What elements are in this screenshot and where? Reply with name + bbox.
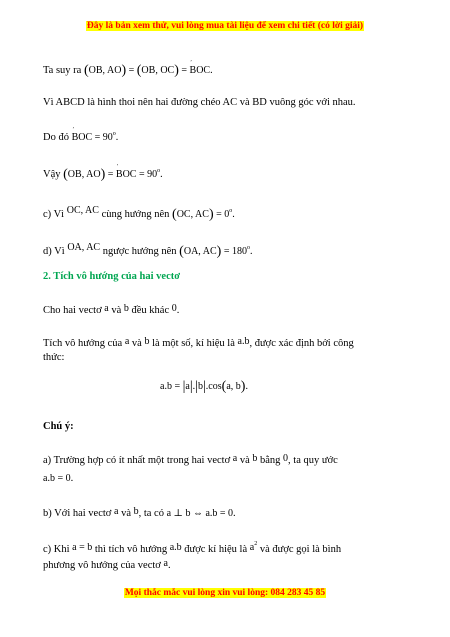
vector-b: b bbox=[252, 453, 258, 464]
vector-a: a bbox=[249, 542, 255, 553]
vector-b: b bbox=[123, 303, 129, 314]
line-ta-suy-ra bbox=[43, 64, 415, 77]
math-term: OC, AC bbox=[66, 205, 99, 216]
note-title: Chú ý: bbox=[43, 421, 74, 432]
text: và bbox=[131, 338, 142, 349]
angle-term: ′ BOC bbox=[116, 168, 137, 181]
angle-expression: ′ BOC = $90^o$. bbox=[72, 132, 119, 143]
text: c) Vì bbox=[43, 209, 65, 220]
math-term: 90 bbox=[147, 169, 158, 180]
angle-term: ′ BOC bbox=[72, 131, 93, 144]
line-note-a-2: a.b = 0. bbox=[43, 473, 74, 484]
line-do-do bbox=[43, 128, 415, 144]
math-term: OA, AC bbox=[67, 242, 101, 253]
line-thuc bbox=[43, 351, 415, 364]
line-note-a bbox=[43, 452, 415, 467]
line-vay bbox=[43, 165, 415, 181]
vector-b: b bbox=[197, 381, 203, 392]
math-term: OB, AO bbox=[88, 65, 122, 76]
squared-vector: $a^2$ bbox=[249, 541, 258, 553]
math-term: a, b bbox=[226, 381, 241, 392]
preview-notice-text: Đây là bản xem thử, vui lòng mua tài liệu để xem chi tiết (có lời giải) bbox=[86, 21, 364, 31]
dot-product: a.b bbox=[169, 542, 182, 553]
math-term: OC, AC bbox=[176, 209, 209, 220]
vector-b: b bbox=[144, 336, 150, 347]
text: Vậy bbox=[43, 169, 61, 180]
dot-product-formula: a.b = |a|.|b|.cos(a, b). bbox=[160, 379, 248, 394]
line-d bbox=[43, 241, 415, 258]
text: Tích vô hướng của bbox=[43, 338, 123, 349]
vector-a: a bbox=[163, 558, 168, 569]
text: thì tích vô hướng bbox=[94, 544, 168, 555]
text: Ta suy ra bbox=[43, 65, 82, 76]
text: được kí hiệu là bbox=[184, 544, 248, 555]
text: ngược hướng nên bbox=[102, 246, 177, 257]
vector-a: a bbox=[104, 303, 109, 314]
text: , được xác định bởi công bbox=[249, 338, 354, 349]
math-term: a.b = 0 bbox=[43, 473, 71, 484]
dot-product: a.b bbox=[237, 336, 250, 347]
line-note-b: b) Với hai vectơ a và b, ta có a ⊥ b ⇔ a.b = 0. bbox=[43, 506, 236, 519]
text: b) Với hai vectơ bbox=[43, 508, 112, 519]
math-term: a = b bbox=[72, 542, 93, 553]
text: a) Trường hợp có ít nhất một trong hai vectơ bbox=[43, 455, 231, 466]
text: và được gọi là bình bbox=[259, 544, 342, 555]
math-term: 180 bbox=[231, 246, 247, 257]
math-term: a ⊥ b ⇔ a.b = 0 bbox=[166, 508, 234, 519]
text: bằng bbox=[260, 455, 281, 466]
text: và bbox=[111, 305, 122, 316]
text: d) Vì bbox=[43, 246, 65, 257]
math-term: a.b bbox=[160, 381, 172, 392]
math-term: 0 bbox=[224, 209, 230, 220]
contact-notice bbox=[0, 588, 450, 598]
vector-b: b bbox=[133, 506, 139, 517]
text: phương vô hướng của vectơ bbox=[43, 560, 161, 571]
text: Cho hai vectơ bbox=[43, 305, 102, 316]
math-term: OA, AC bbox=[183, 246, 217, 257]
text: Do đó bbox=[43, 132, 69, 143]
math-term: 90 bbox=[102, 132, 113, 143]
angle-expression: (OA, $AC) = 180^o$. bbox=[179, 244, 253, 259]
zero-vector: 0 bbox=[171, 303, 177, 314]
angle-expression: (OB, AO) = ′ BOC = $90^o$. bbox=[63, 169, 162, 180]
angle-expression: (OB, AO) = (OB, OC) = ′ BOC. bbox=[84, 65, 213, 76]
text: là một số, kí hiệu là bbox=[152, 338, 235, 349]
vector-a: a bbox=[232, 453, 238, 464]
math-term: OB, OC bbox=[141, 65, 175, 76]
zero-vector: 0 bbox=[283, 453, 289, 464]
line-rhombus bbox=[43, 96, 415, 109]
vector-a: a bbox=[185, 381, 190, 392]
text: , ta quy ước bbox=[288, 455, 338, 466]
text: và bbox=[121, 508, 131, 519]
text: cùng hướng nên bbox=[101, 209, 170, 220]
line-cho-hai-vecto: Cho hai vectơ a và b đều khác 0. bbox=[43, 303, 180, 316]
section-heading: 2. Tích vô hướng của hai vectơ bbox=[43, 271, 181, 282]
line-note-c-2: phương vô hướng của vectơ a. bbox=[43, 558, 171, 571]
text: Vì ABCD là hình thoi nên hai đường chéo AC và BD vuông góc với nhau. bbox=[43, 97, 356, 108]
text: , ta có bbox=[138, 508, 164, 519]
line-note-c bbox=[43, 538, 415, 556]
line-c bbox=[43, 204, 415, 221]
text: và bbox=[239, 455, 250, 466]
math-term: OB, AO bbox=[67, 169, 101, 180]
contact-notice-text: Mọi thắc mắc vui lòng xin vui lòng: 084 283 45 85 bbox=[124, 588, 326, 598]
text: c) Khi bbox=[43, 544, 70, 555]
angle-expression: (OC, $AC) = 0^o$. bbox=[172, 207, 235, 222]
vector-a: a bbox=[124, 336, 130, 347]
text: thức: bbox=[43, 352, 65, 363]
math-term: cos bbox=[208, 381, 222, 392]
line-tich-vo-huong bbox=[43, 335, 415, 350]
preview-notice bbox=[0, 21, 450, 31]
vector-a: a bbox=[113, 506, 119, 517]
text: đều khác bbox=[131, 305, 170, 316]
angle-term: ′ BOC bbox=[190, 64, 211, 77]
